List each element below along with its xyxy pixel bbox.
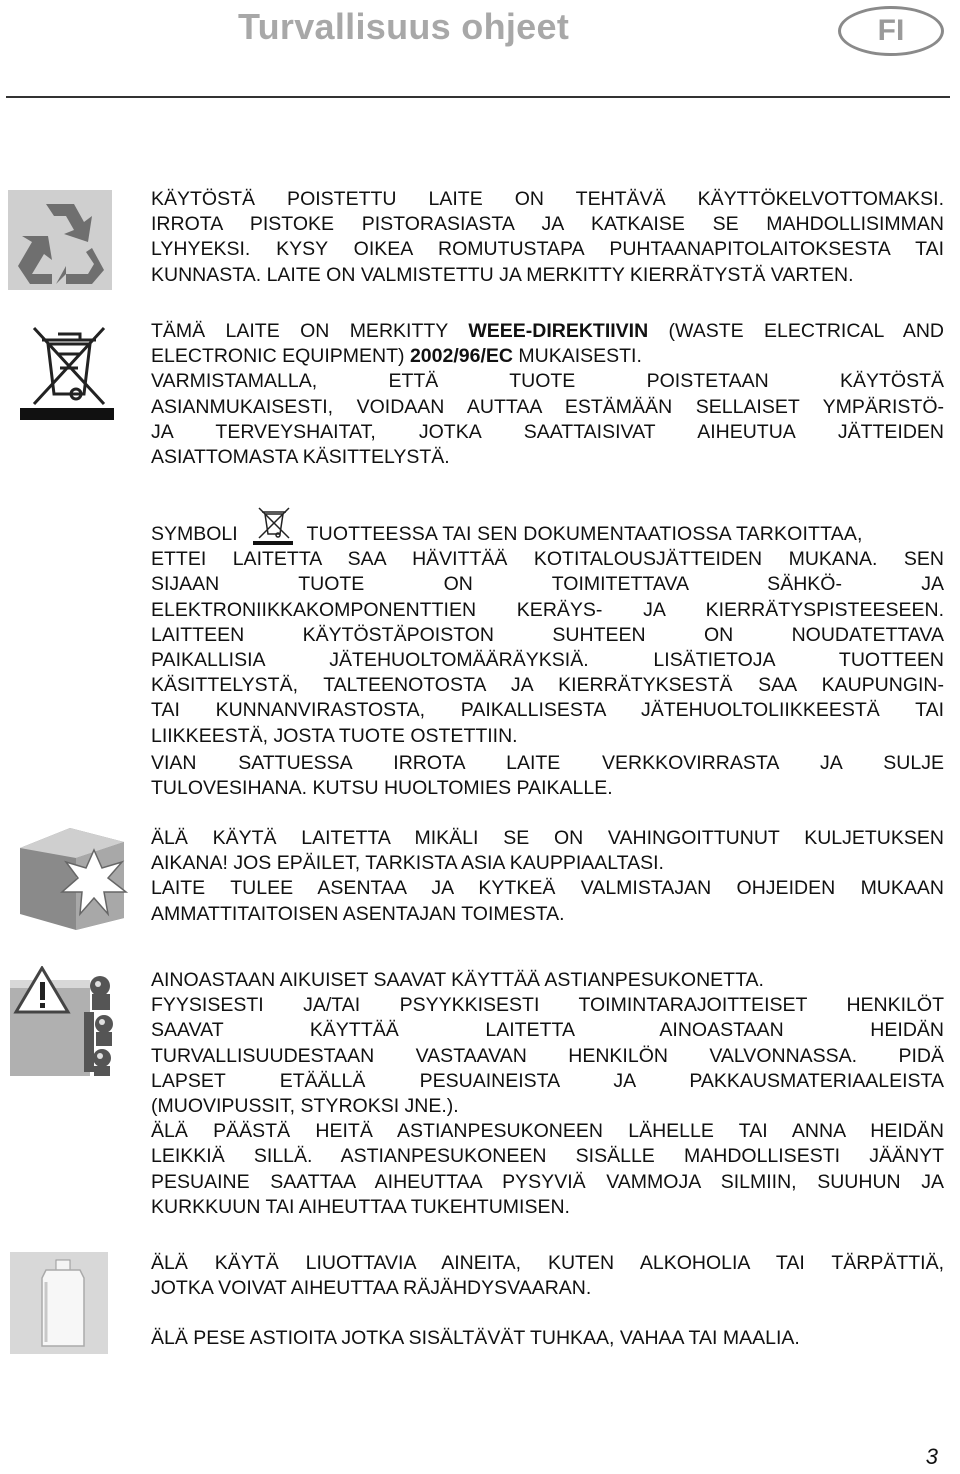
recycling-paragraph [151, 187, 944, 288]
damage-paragraph [151, 826, 944, 927]
text-line: ETTEI LAITETTA SAA HÄVITTÄÄ KOTITALOUSJÄTTEIDEN MUKANA. SEN [151, 548, 944, 571]
weee-crossed-bin-icon [20, 320, 114, 420]
text-line: KUNNASTA. LAITE ON VALMISTETTU JA MERKITTY KIERRÄTYSTÄ VARTEN. [151, 263, 854, 286]
text-line: ÄLÄ PESE ASTIOITA JOTKA SISÄLTÄVÄT TUHKAA, VAHAA TAI MAALIA. [151, 1327, 800, 1349]
text-segment: SYMBOLI [151, 523, 238, 545]
text-line: ELEKTRONIIKKAKOMPONENTTIEN KERÄYS- JA KIERRÄTYSPISTEESEEN. [151, 598, 944, 621]
text-segment: ELECTRONIC EQUIPMENT) [151, 345, 405, 368]
header-divider [6, 96, 950, 98]
solvent-can-icon [10, 1252, 108, 1354]
page-title: Turvallisuus ohjeet [238, 6, 570, 47]
text-line: ASIATTOMASTA KÄSITTELYSTÄ. [151, 446, 450, 469]
fault-paragraph [151, 751, 944, 801]
text-line: LAITTEEN KÄYTÖSTÄPOISTON SUHTEEN ON NOUDATETTAVA [151, 623, 944, 646]
directive-name: WEEE-DIREKTIIVIN [468, 320, 649, 342]
text-line: AINOASTAAN AIKUISET SAAVAT KÄYTTÄÄ ASTIANPESUKONETTA. [151, 969, 764, 991]
text-line: LAITE TULEE ASENTAA JA KYTKEÄ VALMISTAJAN OHJEIDEN MUKAAN [151, 877, 944, 900]
text-line: TURVALLISUUDESTAAN VASTAAVAN HENKILÖN VALVONNASSA. PIDÄ [151, 1044, 944, 1067]
text-line: IRROTA PISTOKE PISTORASIASTA JA KATKAISE SE MAHDOLLISIMMAN [151, 213, 944, 236]
text-line [151, 319, 944, 344]
text-segment: MUKAISESTI. [518, 345, 642, 368]
recycle-icon [8, 190, 112, 290]
text-line: TAI KUNNANVIRASTOSTA, PAIKALLISESTA JÄTEHUOLTOLIIKKEESTÄ TAI [151, 699, 944, 722]
text-line: ÄLÄ KÄYTÄ LIUOTTAVIA AINEITA, KUTEN ALKOHOLIA TAI TÄRPÄTTIÄ, [151, 1252, 944, 1274]
text-line: JOTKA VOIVAT AIHEUTTAA RÄJÄHDYSVAARAN. [151, 1277, 592, 1300]
text-line: KURKKUUN TAI AIHEUTTAA TUKEHTUMISEN. [151, 1195, 570, 1218]
text-line [151, 344, 944, 369]
text-line: (MUOVIPUSSIT, STYROKSI JNE.). [151, 1095, 459, 1118]
text-line: AIKANA! JOS EPÄILET, TARKISTA ASIA KAUPPIAALTASI. [151, 852, 664, 875]
text-line: AMMATTITAITOISEN ASENTAJAN TOIMESTA. [151, 902, 565, 925]
ash-wax-paragraph [151, 1326, 944, 1351]
language-code: FI [877, 14, 905, 47]
text-line: SAAVAT KÄYTTÄÄ LAITETTA AINOASTAAN HEIDÄN [151, 1019, 944, 1042]
text-line: VARMISTAMALLA, ETTÄ TUOTE POISTETAAN KÄYTÖSTÄ [151, 370, 944, 393]
text-line: ÄLÄ KÄYTÄ LAITETTA MIKÄLI SE ON VAHINGOITTUNUT KULJETUKSEN [151, 827, 944, 849]
text-line: KÄYTÖSTÄ POISTETTU LAITE ON TEHTÄVÄ KÄYTTÖKELVOTTOMAKSI. [151, 188, 944, 210]
text-segment: TUOTTEESSA TAI SEN DOKUMENTAATIOSSA TARKOITTAA, [306, 523, 863, 545]
text-line: LAPSET ETÄÄLLÄ PESUAINEISTA JA PAKKAUSMATERIAALEISTA [151, 1069, 944, 1092]
language-badge [838, 6, 944, 56]
child-warning-icon [4, 966, 134, 1078]
damaged-appliance-icon [14, 822, 132, 932]
symbol-paragraph [151, 506, 944, 749]
text-line: PESUAINE SAATTAA AIHEUTTAA PYSYVIÄ VAMMOJA SILMIIN, SUUHUN JA [151, 1170, 944, 1193]
directive-number: 2002/96/EC [409, 345, 513, 368]
solvent-paragraph [151, 1251, 944, 1301]
text-line: TULOVESIHANA. KUTSU HUOLTOMIES PAIKALLE. [151, 777, 613, 800]
text-line: LIIKKEESTÄ, JOSTA TUOTE OSTETTIIN. [151, 724, 518, 747]
text-line: FYYSISESTI JA/TAI PSYYKKISESTI TOIMINTARAJOITTEISET HENKILÖT [151, 994, 944, 1017]
text-line: LEIKKIÄ SILLÄ. ASTIANPESUKONEEN SISÄLLE MAHDOLLISESTI JÄÄNYT [151, 1145, 944, 1168]
text-line: PAIKALLISIA JÄTEHUOLTOMÄÄRÄYKSIÄ. LISÄTIETOJA TUOTTEEN [151, 649, 944, 672]
text-line: ASIANMUKAISESTI, VOIDAAN AUTTAA ESTÄMÄÄN SELLAISET YMPÄRISTÖ- [151, 395, 944, 418]
text-line: LYHYEKSI. KYSY OIKEA ROMUTUSTAPA PUHTAANAPITOLAITOKSESTA TAI [151, 238, 944, 261]
text-segment: TÄMÄ LAITE ON MERKITTY [151, 320, 448, 342]
weee-paragraph [151, 319, 944, 470]
text-line: SIJAAN TUOTE ON TOIMITETTAVA SÄHKÖ- JA [151, 573, 944, 596]
text-line: KÄSITTELYSTÄ, TALTEENOTOSTA JA KIERRÄTYKSESTÄ SAA KAUPUNGIN- [151, 674, 944, 697]
text-line: VIAN SATTUESSA IRROTA LAITE VERKKOVIRRASTA JA SULJE [151, 752, 944, 774]
text-line [151, 506, 944, 547]
inline-weee-icon [251, 506, 295, 546]
children-paragraph [151, 968, 944, 1220]
text-segment: (WASTE ELECTRICAL AND [668, 320, 945, 342]
page-number: 3 [925, 1444, 938, 1469]
text-line: JA TERVEYSHAITAT, JOTKA SAATTAISIVAT AIHEUTUA JÄTTEIDEN [151, 420, 944, 443]
text-line: ÄLÄ PÄÄSTÄ HEITÄ ASTIANPESUKONEEN LÄHELLE TAI ANNA HEIDÄN [151, 1120, 944, 1143]
